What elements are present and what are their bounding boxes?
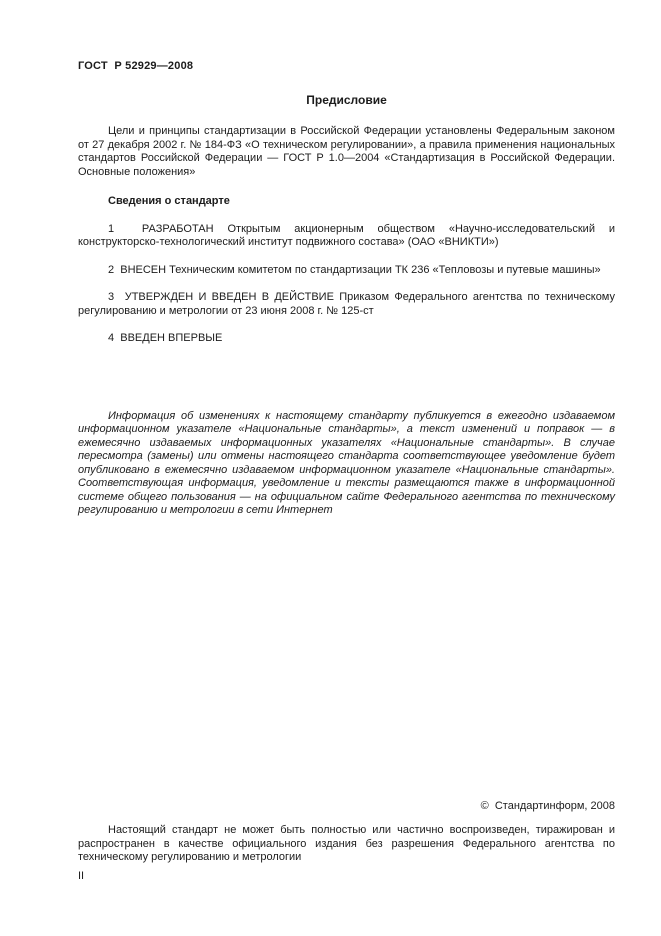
intro-paragraph: Цели и принципы стандартизации в Российской Федерации установлены Федеральным законом от 27 декабря 2002 г. № 184-ФЗ «О техническом регулировании», а правила применения национальных стандартов Российской Федерации — ГОСТ Р 1.0—2004 «Стандартизация в Российской Федерации. Основные положения» [78,125,615,178]
standard-info-item-2: 2 ВНЕСЕН Техническим комитетом по стандартизации ТК 236 «Тепловозы и путевые машины» [108,263,601,276]
copyright-notice: © Стандартинформ, 2008 [480,800,615,812]
section-heading-standard-info: Сведения о стандарте [108,195,230,207]
standard-info-item-1: 1 РАЗРАБОТАН Открытым акционерным обществом «Научно-исследовательский и конструкторско-технологический институт подвижного состава» (ОАО «ВНИКТИ») [78,222,615,248]
standard-info-item-3: 3 УТВЕРЖДЕН И ВВЕДЕН В ДЕЙСТВИЕ Приказом Федерального агентства по техническому регулированию и метрологии от 23 июня 2008 г. № 125-ст [78,291,615,317]
reproduction-restriction-paragraph: Настоящий стандарт не может быть полностью или частично воспроизведен, тиражирован и распространен в качестве официального издания без разрешения Федерального агентства по техническому регулированию и метрологии [78,824,615,863]
page-title: Предисловие [306,92,387,107]
doc-number: ГОСТ Р 52929—2008 [78,60,194,72]
page-number: II [78,870,85,882]
changes-info-paragraph: Информация об изменениях к настоящему стандарту публикуется в ежегодно издаваемом информационном указателе «Национальные стандарты», а текст изменений и поправок — в ежемесячно издаваемых информационных указателях «Национальные стандарты». В случае пересмотра (замены) или отмены настоящего стандарта соответствующее уведомление будет опубликовано в ежемесячно издаваемом информационном указателе «Национальные стандарты». Соответствующая информация, уведомление и тексты размещаются также в информационной системе общего пользования — на официальном сайте Федерального агентства по техническому регулированию и метрологии в сети Интернет [78,409,615,516]
standard-info-item-4: 4 ВВЕДЕН ВПЕРВЫЕ [108,332,223,344]
